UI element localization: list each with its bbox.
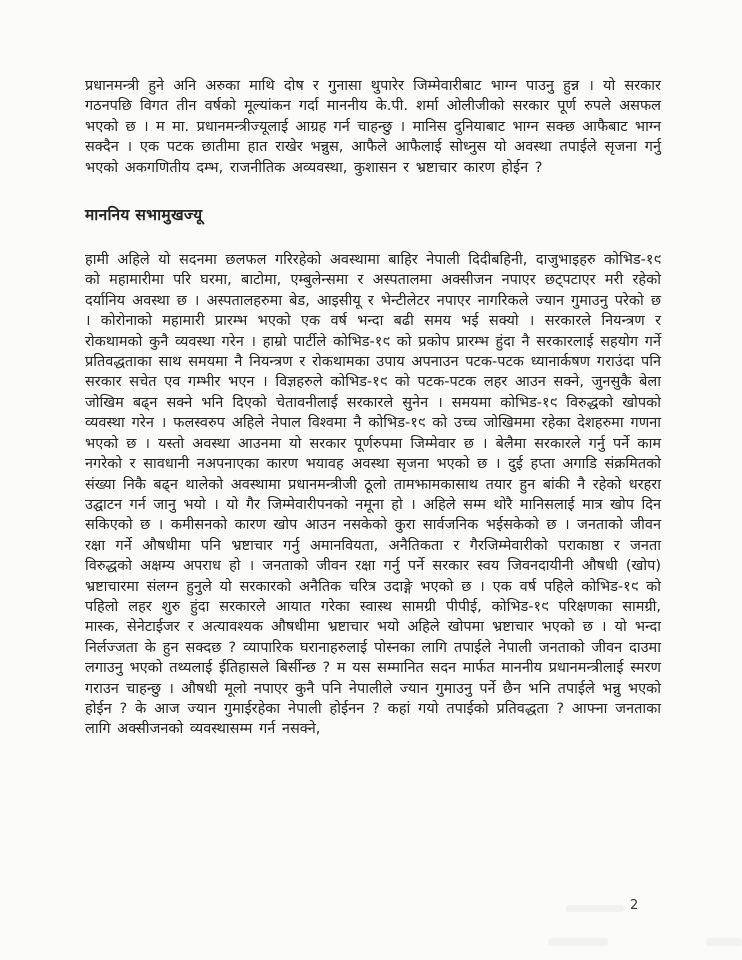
scan-smudge — [706, 938, 742, 946]
paragraph-covid-criticism: हामी अहिले यो सदनमा छलफल गरिरहेको अवस्थामा बाहिर नेपाली दिदीबहिनी, दाजुभाइहरु कोभिड-१९ को महामारीमा परि घरमा, बाटोमा, एम्बुलेन्समा र अस्पतालमा अक्सीजन नपाएर छट्पटाएर मरी रहेको दर्यानिय अवस्था छ । अस्पतालहरुमा बेड, आइसीयू र भेन्टीलेटर नपाएर नागरिकले ज्यान गुमाउनु परेको छ । कोरोनाको महामारी प्रारम्भ भएको एक वर्ष भन्दा बढी समय भई सक्यो । सरकारले नियन्त्रण र रोकथामको कुनै व्यवस्था गरेन । हाम्रो पार्टीले कोभिड-१९ को प्रकोप प्रारम्भ हुंदा नै सरकारलाई सहयोग गर्ने प्रतिवद्धताका साथ समयमा नै नियन्त्रण र रोकथामका उपाय अपनाउन पटक-पटक ध्यानार्कषण गराउंदा पनि सरकार सचेत एव गम्भीर भएन । विज्ञहरुले कोभिड-१९ को पटक-पटक लहर आउन सक्ने, जुनसुकै बेला जोखिम बढ्न सक्ने भनि दिएको चेतावनीलाई सरकारले सुनेन । समयमा कोभिड-१९ विरुद्धको खोपको व्यवस्था गरेन । फलस्वरुप अहिले नेपाल विश्वमा नै कोभिड-१९ को उच्च जोखिममा रहेका देशहरुमा गणना भएको छ । यस्तो अवस्था आउनमा यो सरकार पूर्णरुपमा जिम्मेवार छ । बेलैमा सरकारले गर्नु पर्ने काम नगरेको र सावधानी नअपनाएका कारण भयावह अवस्था सृजना भएको छ । दुई हप्ता अगाडि संक्रमितको संख्या निकै बढ्न थालेको अवस्थामा प्रधानमन्त्रीजी ठूलो तामझामकासाथ तयार हुन बांकी नै रहेको धरहरा उद्घाटन गर्न जानु भयो । यो गैर जिम्मेवारीपनको नमूना हो । अहिले सम्म थोरै मानिसलाई मात्र खोप दिन सकिएको छ । कमीसनको कारण खोप आउन नसकेको कुरा सार्वजनिक भईसकेको छ । जनताको जीवन रक्षा गर्ने औषधीमा पनि भ्रष्टाचार गर्नु अमानवियता, अनैतिकता र गैरजिम्मेवारीको पराकाष्ठा र जनता विरुद्धको अक्षम्य अपराध हो । जनताको जीवन रक्षा गर्नु पर्ने सरकार स्वय जिवनदायीनी औषधी (खोप) भ्रष्टाचारमा संलग्न हुनुले यो सरकारको अनैतिक चरित्र उदाङ्गे भएको छ । एक वर्ष पहिले कोभिड-१९ को पहिलो लहर शुरु हुंदा सरकारले आयात गरेका स्वास्थ सामग्री पीपीई, कोभिड-१९ परिक्षणका सामग्री, मास्क, सेनेटाईजर र अत्यावश्यक औषधीमा भ्रष्टाचार भयो अहिले खोपमा भ्रष्टाचार भएको छ । यो भन्दा निर्लज्जता के हुन सक्दछ ? व्यापारिक घरानाहरुलाई पोस्नका लागि तपाईले नेपाली जनताको जीवन दाउमा लगाउनु भएको तथ्यलाई ईतिहासले बिर्सीन्छ ? म यस सम्मानित सदन मार्फत माननीय प्रधानमन्त्रीलाई स्मरण गराउन चाहन्छु । औषधी मूलो नपाएर कुनै पनि नेपालीले ज्यान गुमाउनु पर्ने छैन भनि तपाईले भन्नु भएको होईन ? के आज ज्यान गुमाईरहेका नेपाली होईनन ? कहां गयो तपाईको प्रतिवद्धता ? आफ्ना जनताका लागि अक्सीजनको व्यवस्थासम्म गर्न नसक्ने, — [85, 252, 661, 738]
address-heading-speaker: माननिय सभामुखज्यू — [85, 206, 203, 225]
document-text-block — [85, 76, 661, 740]
paragraph-pm-criticism: प्रधानमन्त्री हुने अनि अरुका माथि दोष र गुनासा थुपारेर जिम्मेवारीबाट भाग्न पाउनु हुन्न । यो सरकार गठनपछि विगत तीन वर्षको मूल्यांकन गर्दा माननीय के.पी. शर्मा ओलीजीको सरकार पूर्ण रुपले असफल भएको छ । म मा. प्रधानमन्त्रीज्यूलाई आग्रह गर्न चाहन्छु । मानिस दुनियाबाट भाग्न सक्छ आफैबाट भाग्न सक्दैन । एक पटक छातीमा हात राखेर भन्नुस, आफैले आफैलाई सोध्नुस यो अवस्था तपाईले सृजना गर्नु भएको अकगणितीय दम्भ, राजनीतिक अव्यवस्था, कुशासन र भ्रष्टाचार कारण होईन ? — [85, 78, 661, 176]
page-number: 2 — [630, 898, 639, 913]
scan-smudge — [566, 905, 624, 912]
scan-smudge — [548, 938, 608, 946]
